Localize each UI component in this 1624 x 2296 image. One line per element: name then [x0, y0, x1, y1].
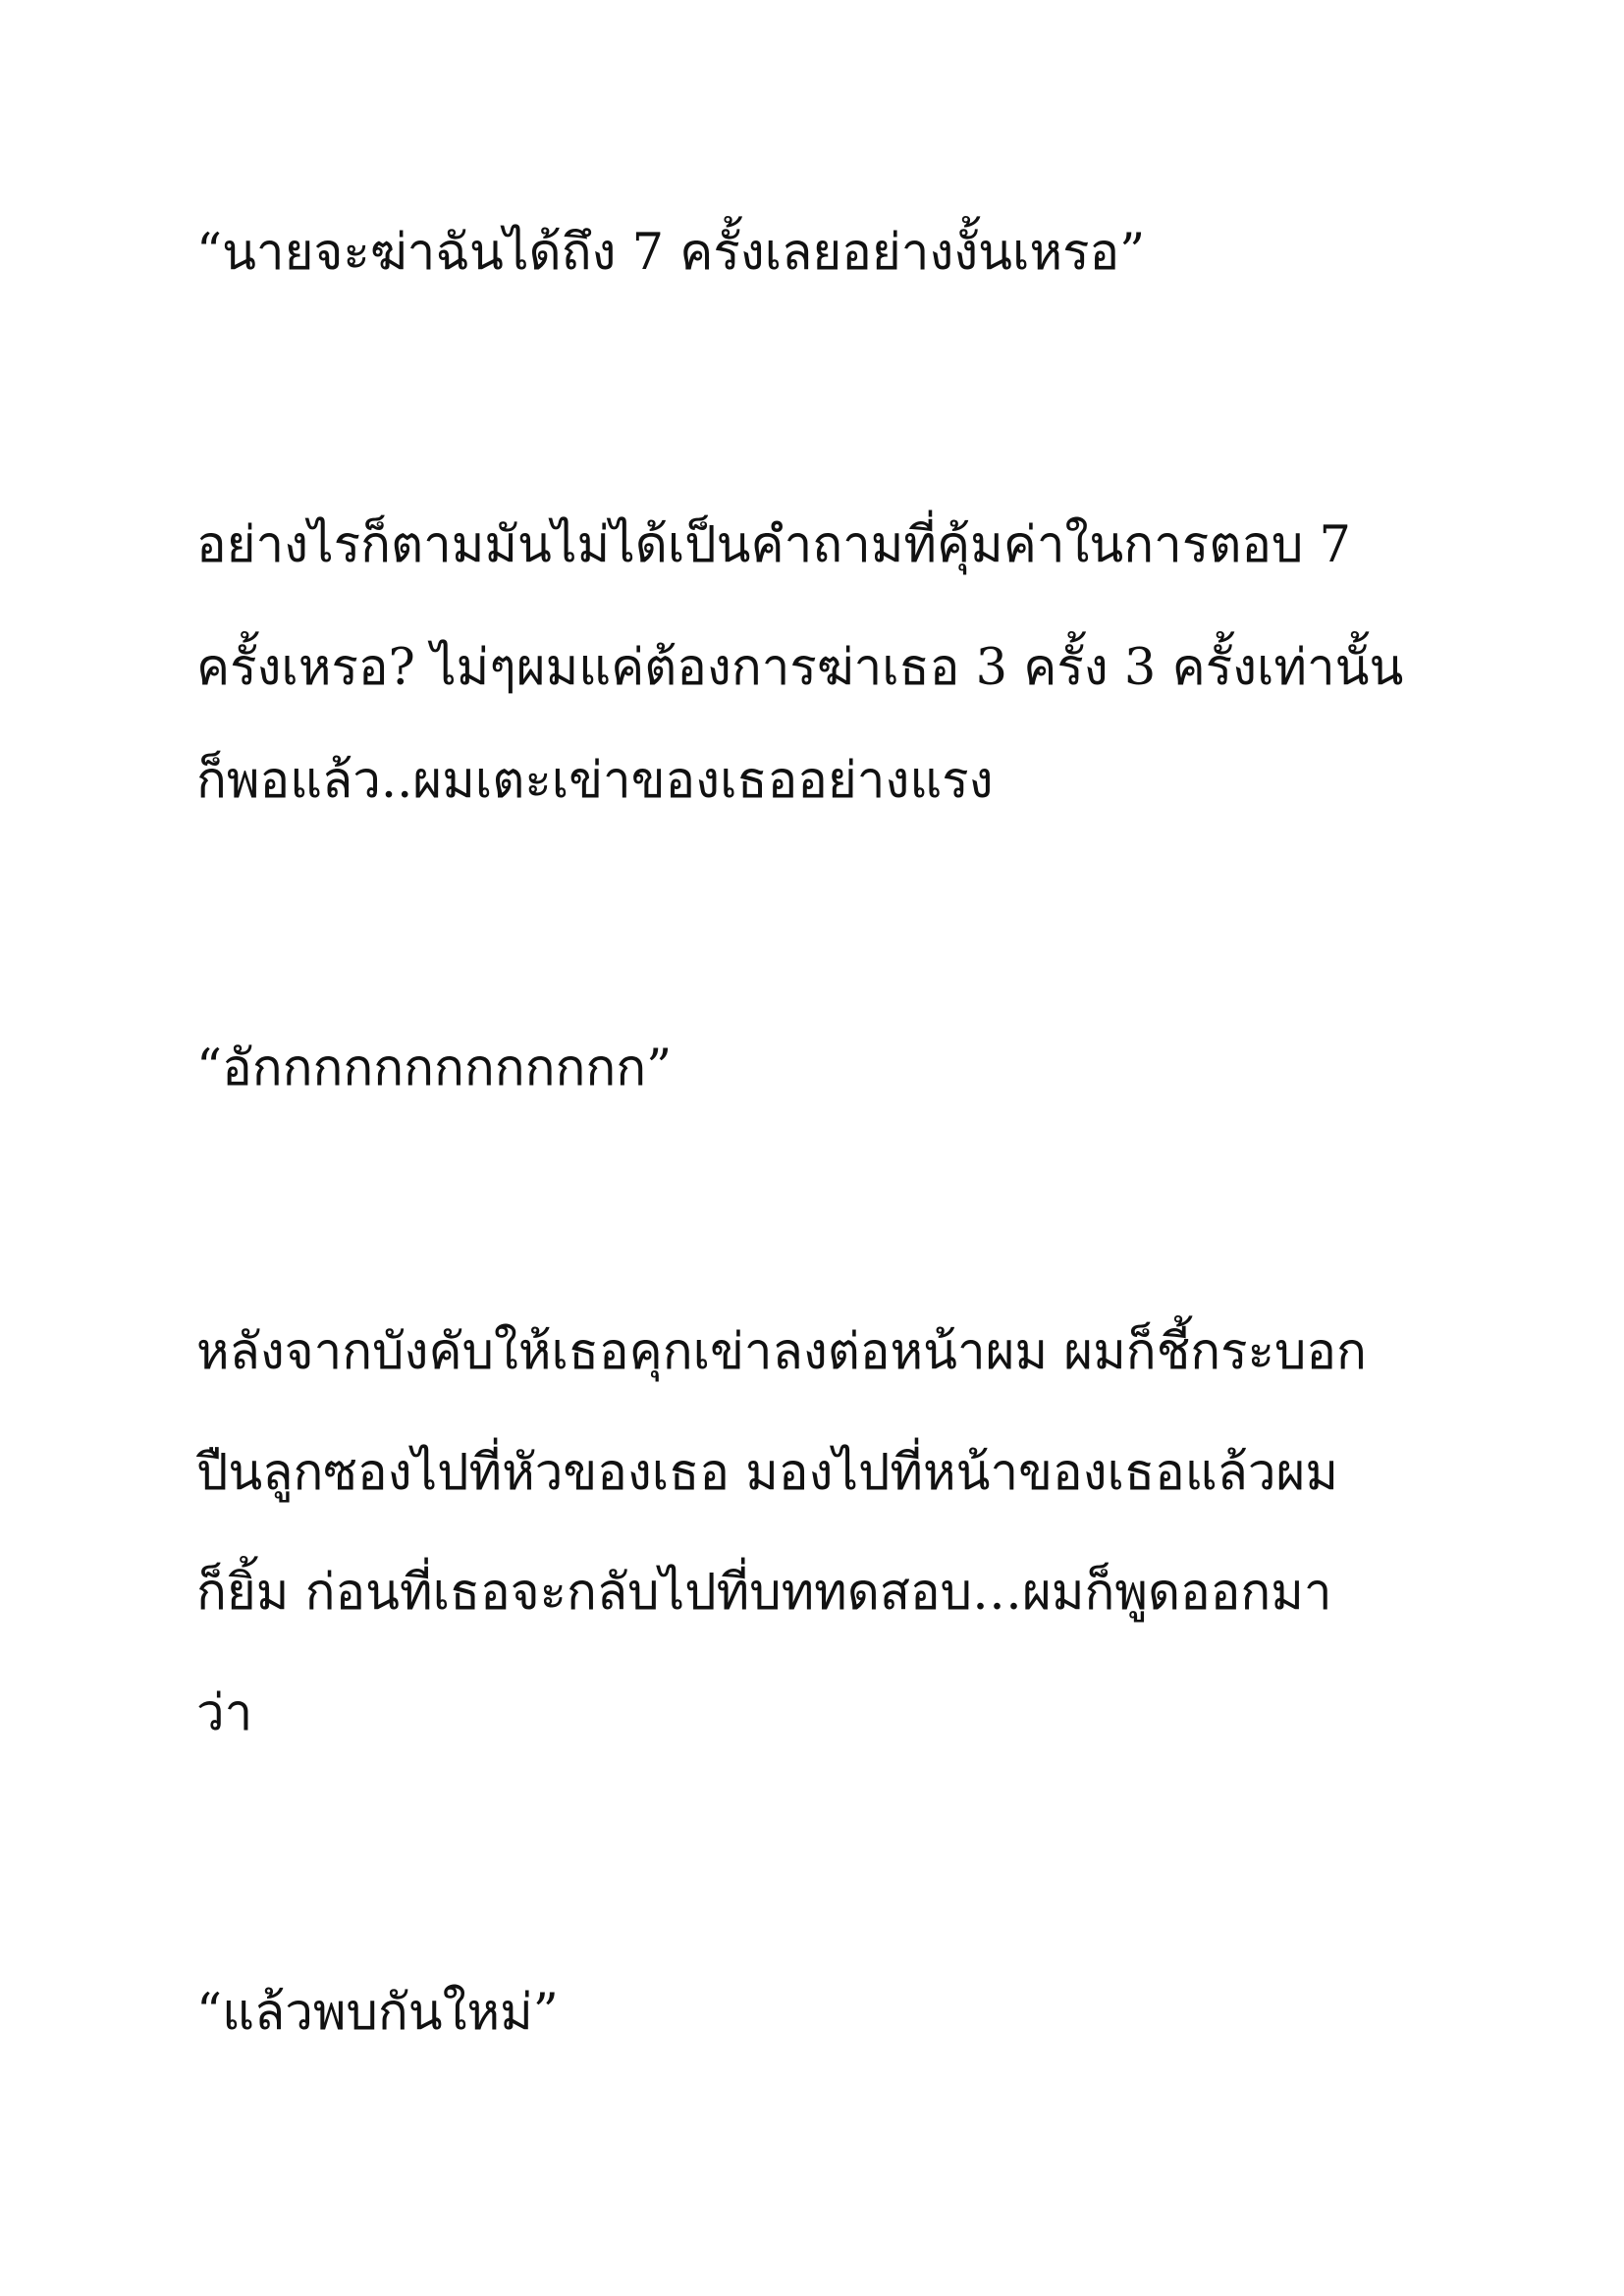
- paragraph-4-line-2: ปืนลูกซองไปที่หัวของเธอ มองไปที่หน้าของเธอแล้วผม: [196, 1444, 1338, 1502]
- paragraph-4-line-3: ก็ยิ้ม ก่อนที่เธอจะกลับไปที่บททดสอบ…ผมก็พูดออกมา: [196, 1564, 1332, 1622]
- paragraph-1-line-1: “นายจะฆ่าฉันได้ถึง 7 ครั้งเลยอย่างงั้นเหรอ”: [196, 224, 1146, 282]
- paragraph-2-line-3: ก็พอแล้ว..ผมเตะเข่าของเธออย่างแรง: [196, 752, 994, 810]
- paragraph-4-line-1: หลังจากบังคับให้เธอคุกเข่าลงต่อหน้าผม ผมก็ชี้กระบอก: [196, 1323, 1367, 1381]
- paragraph-3-line-1: “อักกกกกกกกกกกกก”: [196, 1040, 673, 1097]
- paragraph-4-line-4: ว่า: [196, 1684, 253, 1742]
- paragraph-2-line-2: ครั้งเหรอ? ไม่ๆผมแค่ต้องการฆ่าเธอ 3 ครั้ง 3 ครั้งเท่านั้น: [196, 639, 1404, 697]
- paragraph-2-line-1: อย่างไรก็ตามมันไม่ได้เป็นคำถามที่คุ้มค่าในการตอบ 7: [196, 516, 1351, 574]
- paragraph-5-line-1: “แล้วพบกันใหม่”: [196, 1984, 559, 2042]
